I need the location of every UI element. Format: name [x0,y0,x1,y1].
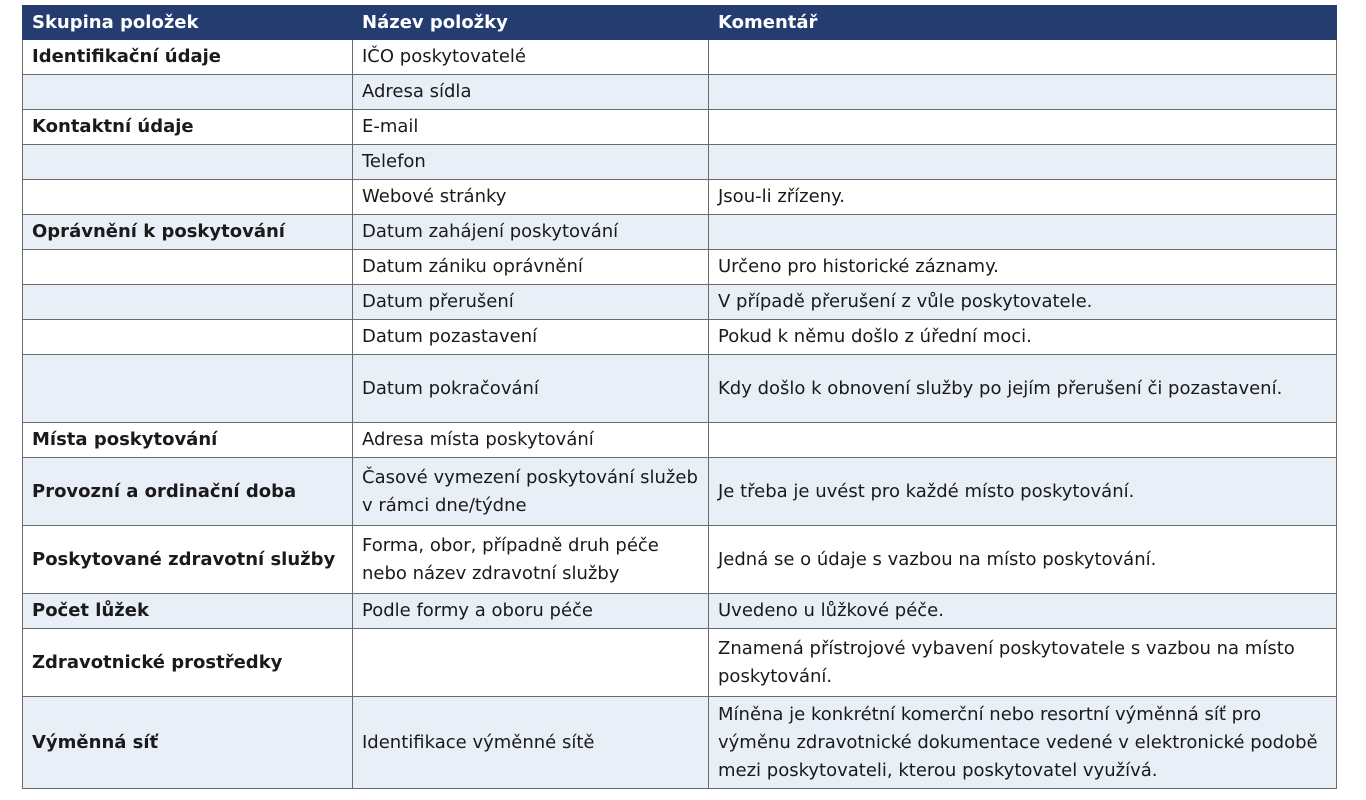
comment-cell: Kdy došlo k obnovení služby po jejím přerušení či pozastavení. [709,355,1337,423]
group-cell: Zdravotnické prostředky [23,629,353,697]
table-row [23,110,1337,145]
group-cell [23,75,353,110]
table-header [23,6,1337,40]
table-body [23,40,1337,789]
group-cell: Místa poskytování [23,423,353,458]
table-row [23,629,1337,697]
table-row [23,458,1337,526]
table-row [23,285,1337,320]
group-cell [23,250,353,285]
header-group: Skupina položek [23,6,353,40]
item-cell: Datum zániku oprávnění [353,250,709,285]
table-row [23,145,1337,180]
group-cell [23,180,353,215]
group-cell: Počet lůžek [23,594,353,629]
item-cell: Datum přerušení [353,285,709,320]
comment-cell: Míněna je konkrétní komerční nebo resortní výměnná síť pro výměnu zdravotnické dokumentace vedené v elektronické podobě mezi poskytovateli, kterou poskytovatel využívá. [709,697,1337,789]
item-cell: Podle formy a oboru péče [353,594,709,629]
item-cell [353,629,709,697]
comment-cell [709,423,1337,458]
table-row [23,215,1337,250]
group-cell: Oprávnění k poskytování [23,215,353,250]
comment-cell: V případě přerušení z vůle poskytovatele. [709,285,1337,320]
data-items-table [22,5,1337,789]
item-cell: E-mail [353,110,709,145]
comment-cell: Pokud k němu došlo z úřední moci. [709,320,1337,355]
table-row [23,355,1337,423]
item-cell: IČO poskytovatelé [353,40,709,75]
comment-cell: Určeno pro historické záznamy. [709,250,1337,285]
comment-cell [709,145,1337,180]
group-cell: Výměnná síť [23,697,353,789]
item-cell: Adresa místa poskytování [353,423,709,458]
document-table-container [22,5,1336,789]
comment-cell: Uvedeno u lůžkové péče. [709,594,1337,629]
comment-cell: Je třeba je uvést pro každé místo poskytování. [709,458,1337,526]
group-cell [23,145,353,180]
table-row [23,40,1337,75]
comment-cell [709,110,1337,145]
comment-cell: Jedná se o údaje s vazbou na místo poskytování. [709,526,1337,594]
item-cell: Telefon [353,145,709,180]
table-row [23,320,1337,355]
header-comment: Komentář [709,6,1337,40]
header-item-name: Název položky [353,6,709,40]
group-cell: Identifikační údaje [23,40,353,75]
item-cell: Webové stránky [353,180,709,215]
table-row [23,594,1337,629]
header-row [23,6,1337,40]
item-cell: Adresa sídla [353,75,709,110]
item-cell: Datum pokračování [353,355,709,423]
table-row [23,180,1337,215]
group-cell [23,355,353,423]
table-row [23,250,1337,285]
table-row [23,697,1337,789]
table-row [23,526,1337,594]
comment-cell: Znamená přístrojové vybavení poskytovatele s vazbou na místo poskytování. [709,629,1337,697]
comment-cell [709,40,1337,75]
item-cell: Datum pozastavení [353,320,709,355]
comment-cell: Jsou-li zřízeny. [709,180,1337,215]
comment-cell [709,215,1337,250]
item-cell: Časové vymezení poskytování služeb v rámci dne/týdne [353,458,709,526]
comment-cell [709,75,1337,110]
group-cell: Kontaktní údaje [23,110,353,145]
group-cell [23,285,353,320]
item-cell: Forma, obor, případně druh péče nebo název zdravotní služby [353,526,709,594]
group-cell: Provozní a ordinační doba [23,458,353,526]
group-cell: Poskytované zdravotní služby [23,526,353,594]
item-cell: Identifikace výměnné sítě [353,697,709,789]
item-cell: Datum zahájení poskytování [353,215,709,250]
table-row [23,75,1337,110]
group-cell [23,320,353,355]
table-row [23,423,1337,458]
